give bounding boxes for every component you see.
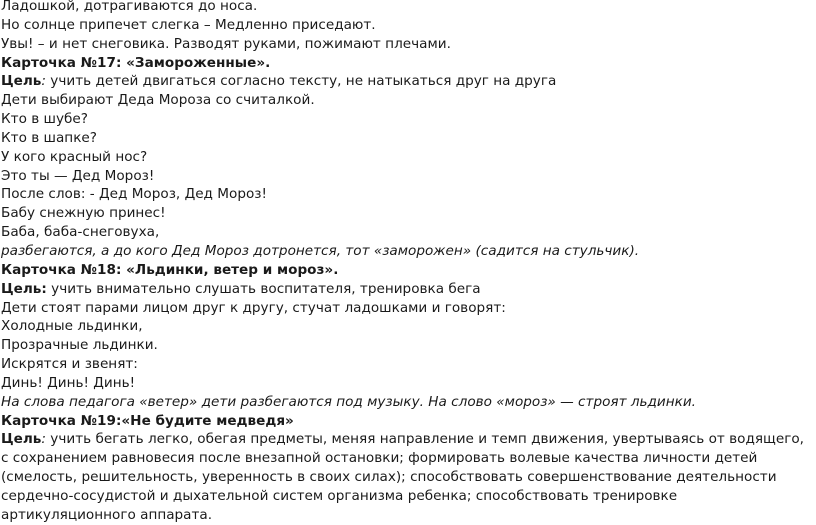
text-line: Баба, баба-снеговуха, (1, 224, 160, 241)
text-line: Динь! Динь! Динь! (1, 374, 136, 391)
text-line: Но солнце припечет слегка – Медленно приседают. (1, 16, 376, 33)
text-line: Бабу снежную принес! (1, 205, 166, 222)
card-17-goal (0, 72, 816, 91)
text-line: Кто в шубе? (1, 111, 88, 128)
goal-text: учить бегать легко, обегая предметы, меняя направление и темп движения, увертываясь от водящего, с сохранением равновесия после внезапной остановки; формировать волевые качества личности детей (смелость, решительность, уверенность в своих силах); способствовать совершенствование деятельности сердечно-сосудистой и дыхательной систем организма ребенка; способствовать тренировке артикуляционного аппарата. (1, 431, 804, 523)
instruction-line: На слова педагога «ветер» дети разбегаются под музыку. На слово «мороз» — строят льдинки. (1, 393, 697, 410)
goal-label: Цель: (1, 280, 47, 297)
text-line: Дети выбирают Деда Мороза со считалкой. (1, 92, 315, 109)
card-17-title: Карточка №17: «Замороженные». (1, 54, 271, 71)
text-line: После слов: - Дед Мороз, Дед Мороз! (1, 186, 267, 203)
card-19-title: Карточка №19:«Не будите медведя» (1, 412, 294, 429)
text-line: Дети стоят парами лицом друг к другу, стучат ладошками и говорят: (1, 299, 506, 316)
text-line: Это ты — Дед Мороз! (1, 167, 155, 184)
text-line: Увы! – и нет снеговика. Разводят руками, пожимают плечами. (1, 35, 451, 52)
goal-text: учить детей двигаться согласно тексту, не натыкаться друг на друга (45, 73, 557, 90)
card-19-goal (0, 430, 816, 524)
text-line: У кого красный нос? (1, 148, 148, 165)
goal-colon: : (41, 73, 46, 90)
text-line: Прозрачные льдинки. (1, 337, 158, 354)
text-line: Ладошкой, дотрагиваются до носа. (1, 0, 258, 14)
text-line: Холодные льдинки, (1, 318, 143, 335)
instruction-line: разбегаются, а до кого Дед Мороз дотронется, тот «заморожен» (садится на стульчик). (1, 242, 640, 259)
text-line: Кто в шапке? (1, 129, 97, 146)
goal-label: Цель (1, 73, 42, 90)
goal-colon: : (41, 431, 46, 448)
card-18-title: Карточка №18: «Льдинки, ветер и мороз». (1, 261, 339, 278)
goal-text: учить внимательно слушать воспитателя, тренировка бега (46, 280, 481, 297)
card-18-goal (0, 280, 816, 299)
text-line: Искрятся и звенят: (1, 356, 138, 373)
goal-label: Цель (1, 431, 42, 448)
